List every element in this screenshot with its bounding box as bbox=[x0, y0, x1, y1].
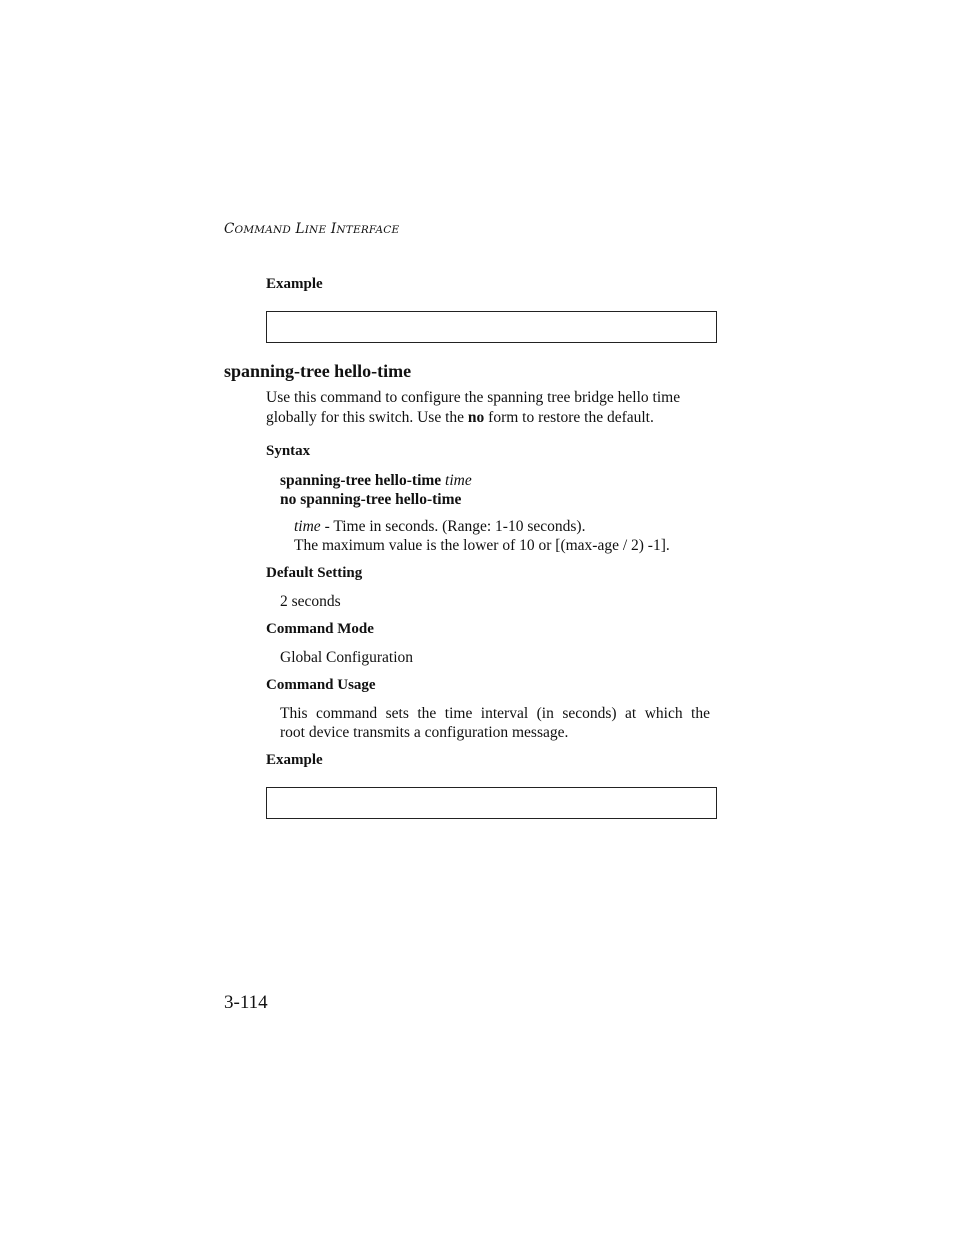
command-mode-heading: Command Mode bbox=[266, 621, 374, 637]
example-box-bottom bbox=[266, 787, 717, 819]
example-box-top bbox=[266, 311, 717, 343]
page-number: 3-114 bbox=[224, 992, 268, 1013]
parameter-line-2: The maximum value is the lower of 10 or [(max-age / 2) -1]. bbox=[294, 537, 670, 554]
syntax-command-2: no spanning-tree hello-time bbox=[280, 491, 462, 508]
syntax-parameter bbox=[294, 517, 670, 555]
syntax-commands bbox=[280, 471, 472, 509]
usage-line-1: This command sets the time interval (in seconds) at which the bbox=[280, 705, 710, 722]
section-title: spanning-tree hello-time bbox=[224, 361, 412, 381]
intro-line-1: Use this command to configure the spanning tree bridge hello time bbox=[266, 389, 681, 406]
example-heading-bottom: Example bbox=[266, 752, 323, 768]
parameter-line-1: time - Time in seconds. (Range: 1-10 seconds). bbox=[294, 518, 586, 535]
running-head: COMMAND LINE INTERFACE bbox=[224, 221, 400, 237]
command-mode-value: Global Configuration bbox=[280, 649, 414, 666]
intro-line-2: globally for this switch. Use the no form to restore the default. bbox=[266, 409, 654, 426]
command-usage-heading: Command Usage bbox=[266, 677, 376, 693]
example-heading-top: Example bbox=[266, 276, 323, 292]
syntax-command-1: spanning-tree hello-time time bbox=[280, 472, 472, 489]
default-setting-value: 2 seconds bbox=[280, 593, 341, 610]
default-setting-heading: Default Setting bbox=[266, 565, 363, 581]
syntax-heading: Syntax bbox=[266, 443, 311, 459]
command-usage-text bbox=[280, 704, 710, 742]
usage-line-2: root device transmits a configuration message. bbox=[280, 724, 569, 741]
section-intro bbox=[266, 388, 726, 428]
